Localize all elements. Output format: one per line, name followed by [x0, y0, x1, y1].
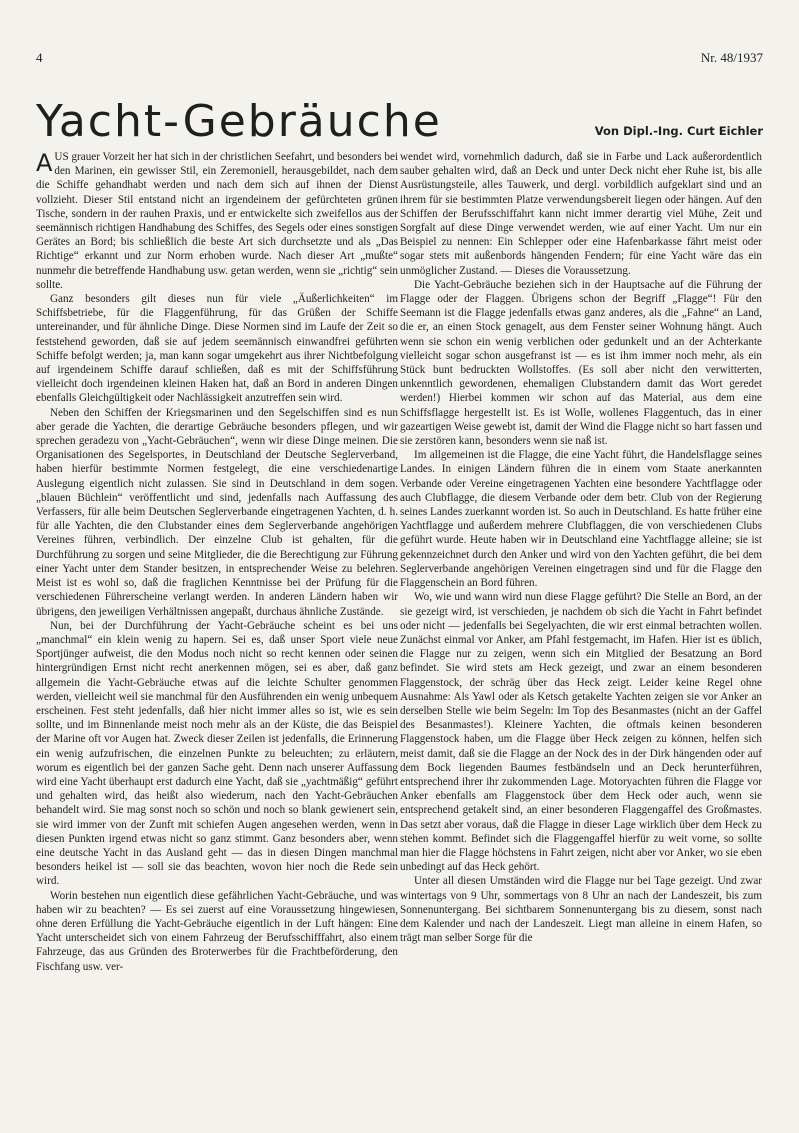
paragraph: Die Yacht-Gebräuche beziehen sich in der Hauptsache auf die Führung der Flagge oder der Flaggen. Übrigens schon der Begriff „Flagge“! Für den Seemann ist die Flagge jedenfalls etwas ganz anderes, als die „Fahne“ an Land, die er, an einen Stock genagelt, aus dem Fenster seiner Wohnung hängt. Auch wenn sie schon ein wenig verblichen oder gedunkelt und an der Achterkante vielleicht sogar schon ausgefranst ist — es ist ihm immer noch mehr, als ein Stück bunt bedruckten Wollstoffes. (Es soll aber nicht den verwitterten, unkenntlich gewordenen, ehemaligen Clubstandern damit das Wort geredet werden!) Hierbei kommen wir schon auf das Material, aus dem eine Schiffsflagge hergestellt ist. Es ist Wolle, wollenes Flaggentuch, das in einer gazeartigen Weise gewebt ist, damit der Wind die Flagge nicht so hart fassen und sie zerstören kann, besonders wenn sie naß ist. [400, 278, 762, 448]
paragraph: Nun, bei der Durchführung der Yacht-Gebräuche scheint es bei uns „manchmal“ ein klein wenig zu hapern. Sei es, daß unser Sport viele neue Sportjünger aufweist, die den Modus noch nicht so recht kennen oder seinen hintergründigen Ernst nicht recht anerkennen mögen, sei es aber, daß ganz allgemein die Yacht-Gebräuche etwas auf die leichte Schulter genommen werden, vielleicht weil sie manchmal für den Ausführenden ein wenig unbequem erscheinen. Fest steht jedenfalls, daß hier nicht immer alles so ist, wie es sein sollte, und im Binnenlande meist noch mehr als an der Küste, die das Beispiel der Marine oft vor Augen hat. Zweck dieser Zeilen ist jedenfalls, die Erinnerung ein wenig aufzufrischen, die einzelnen Punkte zu beleuchten; zu erläutern, worum es eigentlich bei der ganzen Sache geht. Denn nach unserer Auffassung wird eine Yacht überhaupt erst dadurch eine Yacht, daß sie „yachtmäßig“ geführt und gehalten wird, das heißt also wiederum, nach den Yacht-Gebräuchen behandelt wird. Sie mag sonst noch so schön und noch so blank gewienert sein, sie wird immer von der Zunft mit schiefen Augen angesehen werden, wenn in diesen Punkten irgend etwas nicht so ganz stimmt. Ganz besonders aber, wenn eine deutsche Yacht in das Ausland geht — das in diesen Dingen manchmal besonders heikel ist — soll sie das beachten, wovon hier noch die Rede sein wird. [36, 619, 398, 888]
page-number: 4 [36, 50, 43, 65]
paragraph: Im allgemeinen ist die Flagge, die eine Yacht führt, die Handelsflagge seines Landes. In einigen Ländern führen die in einem vom Staate anerkannten Verbande oder Vereine eingetragenen Yachten eine besondere Yachtflagge oder auch Clubflagge, die diesem Verbande oder dem betr. Club von der Regierung seines Landes zuerkannt worden ist. So auch in Deutschland. Es hatte früher eine Yachtflagge und außerdem mehrere Clubflaggen, die von verschiedenen Clubs geführt wurde. Heute haben wir in Deutschland eine Yachtflagge alleine; sie ist gekennzeichnet durch den Anker und wird von den Yachten geführt, die bei dem Seglerverbande angehörigen Vereinen eingetragen sind und für die Flagge den Flaggenschein an Bord führen. [400, 449, 762, 590]
paragraph: Neben den Schiffen der Kriegsmarinen und den Segelschiffen sind es nun aber gerade die Yachten, die derartige Gebräuche besonders pflegen, und wir sprechen geradezu von „Yacht-Gebräuchen“, wenn wir diese Dinge meinen. Die Organisationen des Segelsportes, in Deutschland der Deutsche Seglerverband, haben hierfür bestimmte Normen festgelegt, die eine verschiedenartige Auslegung eigentlich nicht zulassen. Sie sind in Deutschland in dem sogen. „blauen Büchlein“ veröffentlicht und sind, jedenfalls nach Auffassung des Verfassers, für alle beim Deutschen Seglerverbande eingetragenen Yachten, d. h. für alle Yachten, die den Clubstander eines dem Seglerverbande angehörigen Vereines führen, verbindlich. Der einzelne Club ist gehalten, für die Durchführung zu sorgen und seine Mitglieder, die die Berechtigung zur Führung einer Yacht unter dem Stander besitzen, in entsprechender Weise zu belehren. Meist ist es wohl so, daß die fraglichen Kenntnisse bei der Prüfung für die verschiedenen Führerscheine verlangt werden. In anderen Ländern haben wir übrigens, den jeweiligen Verhältnissen angepaßt, durchaus ähnliche Zustände. [36, 406, 398, 618]
paragraph: Ganz besonders gilt dieses nun für viele „Äußerlichkeiten“ im Schiffsbetriebe, für die Flaggenführung, für das Grüßen der Schiffe untereinander, und für ähnliche Dinge. Diese Normen sind im Laufe der Zeit so feststehend geworden, daß sie auf jedem seemännisch einwandfrei geführten Schiffe befolgt werden; ja, man kann sogar umgekehrt aus ihrer Nichtbefolgung auf irgendeinem Schiffe darauf schließen, daß es mit der Schiffsführung vielleicht doch irgendeinen kleinen Haken hat, daß an Bord in anderen Dingen ebenfalls Gleichgültigkeit oder Nachlässigkeit anzutreffen sein wird. [36, 293, 398, 405]
right-column [400, 150, 762, 1105]
article-title: Yacht-Gebräuche [36, 96, 442, 147]
paragraph [36, 150, 398, 292]
paragraph-text: US grauer Vorzeit her hat sich in der christlichen Seefahrt, und besonders bei den Marinen, ein gewisser Stil, ein Zeremoniell, herausgebildet, nach dem die Schiffe gehandhabt werden und nach dem sich auf ihnen der Dienst vollzieht. Dieser Stil entstand nicht an irgendeinem der gefürchteten grünen Tische, sondern in der rauhen Praxis, und er entwickelte sich zweifellos aus der seemännisch richtigen Handhabung des Schiffes, des Segels oder eines sonstigen Gerätes an Bord; bis schließlich die beste Art sich durchsetzte und als „Das Richtige“ erkannt und zur Norm erhoben wurde. Nach dieser Art „mußte“ nunmehr die betreffende Handhabung usw. getan werden, wenn sie „richtig“ sein sollte. [36, 151, 398, 291]
article-byline: Von Dipl.-Ing. Curt Eichler [594, 124, 763, 138]
drop-cap: A [36, 150, 53, 177]
left-column [36, 150, 398, 1105]
paragraph: Wo, wie und wann wird nun diese Flagge geführt? Die Stelle an Bord, an der sie gezeigt wird, ist verschieden, je nachdem ob sich die Yacht in Fahrt befindet oder nicht — jedenfalls bei Segelyachten, die wir erst einmal betrachten wollen. Zunächst einmal vor Anker, am Pfahl festgemacht, im Hafen. Hier ist es üblich, die Flagge nur zu zeigen, wenn sich ein Mitglied der Besatzung an Bord befindet. Sie wird stets am Heck gezeigt, und zwar an einem besonderen Flaggenstock, der schräg über das Heck zeigt. Leider keine Regel ohne Ausnahme: Als Yawl oder als Ketsch getakelte Yachten zeigen sie vor Anker an derselben Stelle wie beim Segeln: Im Top des Besanmastes (nicht an der Gaffel des Besanmastes!). Kleinere Yachten, die oftmals keinen besonderen Flaggenstock haben, um die Flagge über Heck zeigen zu können, helfen sich meist damit, daß sie die Flagge an der Nock des in der Dirk hängenden oder auf dem Bock liegenden Baumes festbändseln und an Deck herunterführen, entsprechend ihrer ihr zukommenden Lage. Motoryachten führen die Flagge vor Anker ebenfalls am Flaggenstock über dem Heck oder auch, wenn sie entsprechend getakelt sind, an einer besonderen Flaggengaffel des Großmastes. Das setzt aber voraus, daß die Flagge in dieser Lage wirklich über dem Heck zu stehen kommt. Befindet sich die Flaggengaffel hierfür zu weit vorne, so sollte man hier die Flagge höchstens in Fahrt zeigen, nicht aber vor Anker, wo sie eben unbedingt auf das Heck gehört. [400, 591, 762, 874]
issue-number: Nr. 48/1937 [700, 50, 763, 65]
paragraph: wendet wird, vornehmlich dadurch, daß sie in Farbe und Lack außerordentlich sauber gehalten wird, daß an Deck und unter Deck nicht eher Ruhe ist, bis alle Ausrüstungsteile, alles Tauwerk, und dergl. vorbildlich aufgeklart sind und an ihrem für sie bestimmten Platze verwendungsbereit liegen oder hängen. Auf den Schiffen der Berufsschiffahrt kann nicht immer derartig viel Mühe, Zeit und Sorgfalt auf diese Dinge verwendet werden, wie auf einer Yacht. Um nur ein Beispiel zu nennen: Ein Schlepper oder eine Hafenbarkasse fährt meist oder sogar stets mit außenbords hängenden Fendern; für eine Yacht wäre das ein unmöglicher Zustand. — Dieses die Voraussetzung. [400, 151, 762, 277]
paragraph: Unter all diesen Umständen wird die Flagge nur bei Tage gezeigt. Und zwar wintertags von 9 Uhr, sommertags von 8 Uhr an nach der Landeszeit, bis zum Sonnenuntergang. Bei sichtbarem Sonnenuntergang bis zu diesem, sonst nach dem Kalender und nach der Landeszeit. Liegt man alleine in einem Hafen, so trägt man selber Sorge für die [400, 875, 762, 945]
paragraph: Worin bestehen nun eigentlich diese gefährlichen Yacht-Gebräuche, und was haben wir zu beachten? — Es sei zuerst auf eine Voraussetzung hingewiesen, ohne deren Erfüllung die Yacht-Gebräuche eigentlich in der Luft hängen: Eine Yacht unterscheidet sich von einem Fahrzeug der Berufsschifffahrt, also einem Fahrzeuge, das aus Gründen des Broterwerbes für die Frachtbeförderung, den Fischfang usw. ver- [36, 889, 398, 973]
